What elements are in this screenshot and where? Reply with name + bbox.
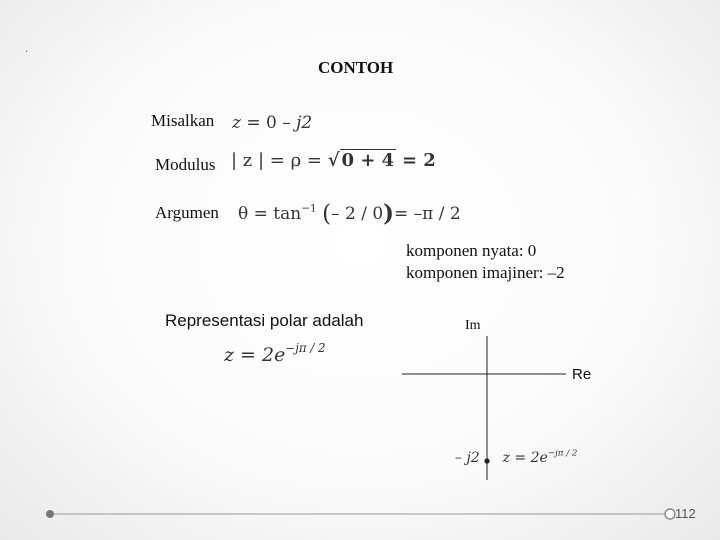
point-imag-value: – j2 bbox=[455, 450, 480, 466]
axis-label-re: Re bbox=[572, 366, 592, 383]
sqrt-symbol: √ bbox=[327, 150, 340, 171]
point-equation: z = 2e bbox=[502, 450, 548, 466]
argumen-open-paren: ( bbox=[322, 201, 332, 227]
slide-title: CONTOH bbox=[318, 58, 394, 77]
modulus-result: = 2 bbox=[401, 150, 436, 171]
misalkan-rest: = 0 – bbox=[246, 113, 291, 133]
argumen-label: Argumen bbox=[155, 203, 219, 222]
polar-label: Representasi polar adalah bbox=[165, 311, 364, 330]
misalkan-label: Misalkan bbox=[151, 111, 215, 130]
komponen-nyata: komponen nyata: 0 bbox=[406, 241, 537, 260]
argumen-power: −1 bbox=[301, 202, 317, 215]
polar-lhs: z = 2e bbox=[224, 344, 286, 366]
footer-right-circle bbox=[665, 509, 675, 519]
modulus-radicand: 0 + 4 bbox=[341, 150, 395, 171]
argumen-arg: – 2 / 0 bbox=[331, 204, 384, 225]
point-exponent: −jπ / 2 bbox=[547, 448, 578, 459]
point-label bbox=[455, 450, 577, 466]
argumen-close-paren: ) bbox=[383, 200, 395, 227]
modulus-label: Modulus bbox=[155, 155, 216, 174]
modulus-lhs: | z | = ρ = bbox=[231, 150, 322, 171]
misalkan-j2: j2 bbox=[296, 113, 313, 133]
footer-left-dot bbox=[46, 510, 54, 518]
corner-mark: . bbox=[25, 44, 29, 55]
polar-exponent: −jπ / 2 bbox=[285, 341, 326, 356]
komponen-imajiner: komponen imajiner: –2 bbox=[406, 263, 565, 282]
argumen-lhs: θ = tan bbox=[238, 204, 302, 225]
page-number: 112 bbox=[675, 506, 696, 521]
axis-label-im: Im bbox=[465, 318, 481, 333]
argumen-result: = –π / 2 bbox=[394, 204, 461, 225]
misalkan-z: z bbox=[232, 113, 241, 133]
